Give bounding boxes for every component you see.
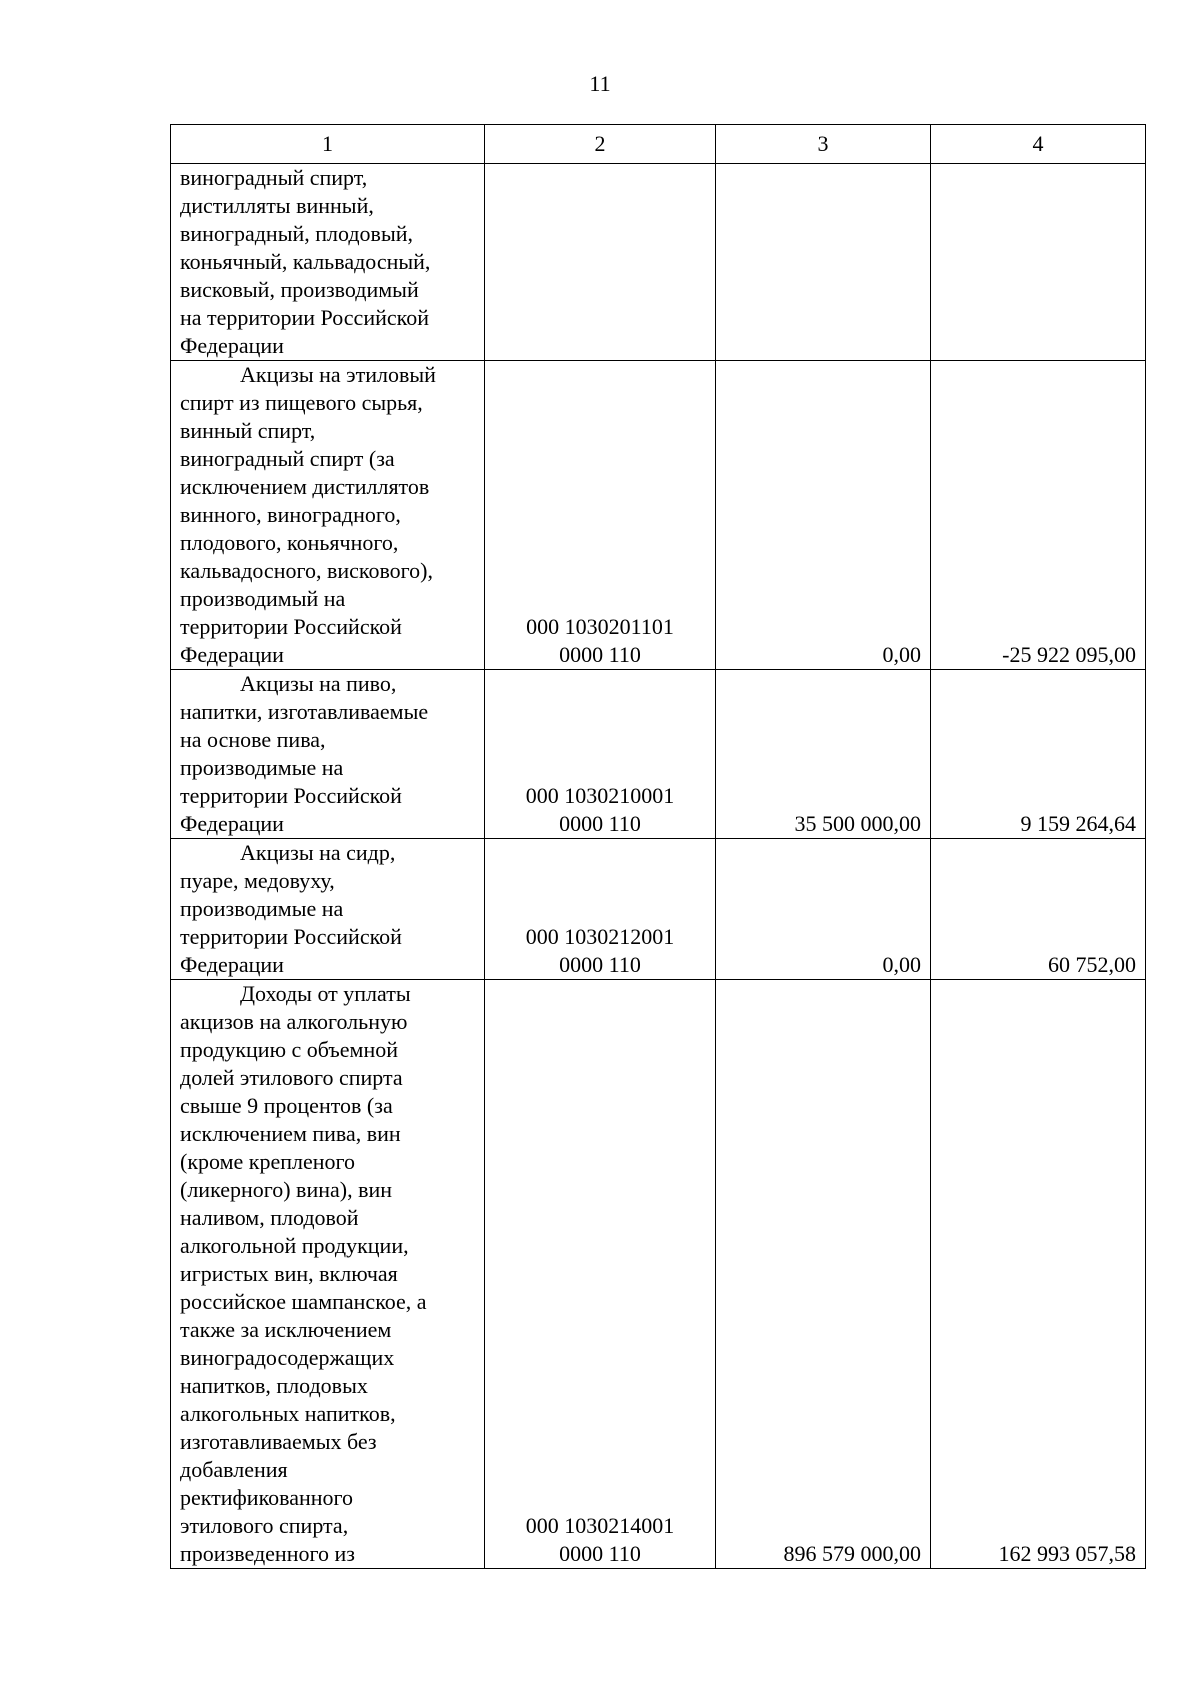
row-actual-cell (931, 164, 1146, 361)
row-name-cell (171, 670, 485, 839)
row-name-text: Акцизы на пиво, напитки, изготавливаемые на основе пива, производимые на территории Российской Федерации (180, 671, 429, 836)
table-row (171, 670, 1146, 839)
table-row (171, 164, 1146, 361)
row-plan-cell: 35 500 000,00 (716, 670, 931, 839)
table-row (171, 980, 1146, 1569)
row-code-cell: 000 1030212001 0000 110 (485, 839, 716, 980)
row-actual-cell: 162 993 057,58 (931, 980, 1146, 1569)
row-name-cell (171, 839, 485, 980)
revenue-table (170, 124, 1146, 1569)
column-header-4: 4 (931, 125, 1146, 164)
table-row (171, 839, 1146, 980)
row-plan-cell: 0,00 (716, 361, 931, 670)
row-code-cell: 000 1030210001 0000 110 (485, 670, 716, 839)
row-plan-cell (716, 164, 931, 361)
row-code-cell: 000 1030214001 0000 110 (485, 980, 716, 1569)
row-name-text: Акцизы на этиловый спирт из пищевого сырья, винный спирт, виноградный спирт (за исключением дистиллятов винного, виноградного, плодового, коньячного, кальвадосного, вискового), производимый на территории Российской Федерации (180, 362, 436, 667)
table-row (171, 361, 1146, 670)
column-header-2: 2 (485, 125, 716, 164)
row-actual-cell: 60 752,00 (931, 839, 1146, 980)
table-header-row (171, 125, 1146, 164)
row-name-text: Акцизы на сидр, пуаре, медовуху, производимые на территории Российской Федерации (180, 840, 402, 977)
page-number: 11 (589, 71, 611, 96)
row-code-cell (485, 164, 716, 361)
row-code-cell: 000 1030201101 0000 110 (485, 361, 716, 670)
row-name-cell (171, 980, 485, 1569)
row-actual-cell: -25 922 095,00 (931, 361, 1146, 670)
row-plan-cell: 0,00 (716, 839, 931, 980)
column-header-3: 3 (716, 125, 931, 164)
row-actual-cell: 9 159 264,64 (931, 670, 1146, 839)
row-name-cell (171, 164, 485, 361)
row-plan-cell: 896 579 000,00 (716, 980, 931, 1569)
row-name-cell (171, 361, 485, 670)
row-name-text: Доходы от уплаты акцизов на алкогольную продукцию с объемной долей этилового спирта свыше 9 процентов (за исключением пива, вин (кроме крепленого (ликерного) вина), вин наливом, плодовой алкогольной продукции, игристых вин, включая российское шампанское, а также за исключением виноградосодержащих напитков, плодовых алкогольных напитков, изготавливаемых без добавления ректификованного этилового спирта, произведенного из (180, 981, 427, 1566)
row-name-text: виноградный спирт, дистилляты винный, виноградный, плодовый, коньячный, кальвадосный, висковый, производимый на территории Российской Федерации (180, 165, 431, 358)
column-header-1: 1 (171, 125, 485, 164)
